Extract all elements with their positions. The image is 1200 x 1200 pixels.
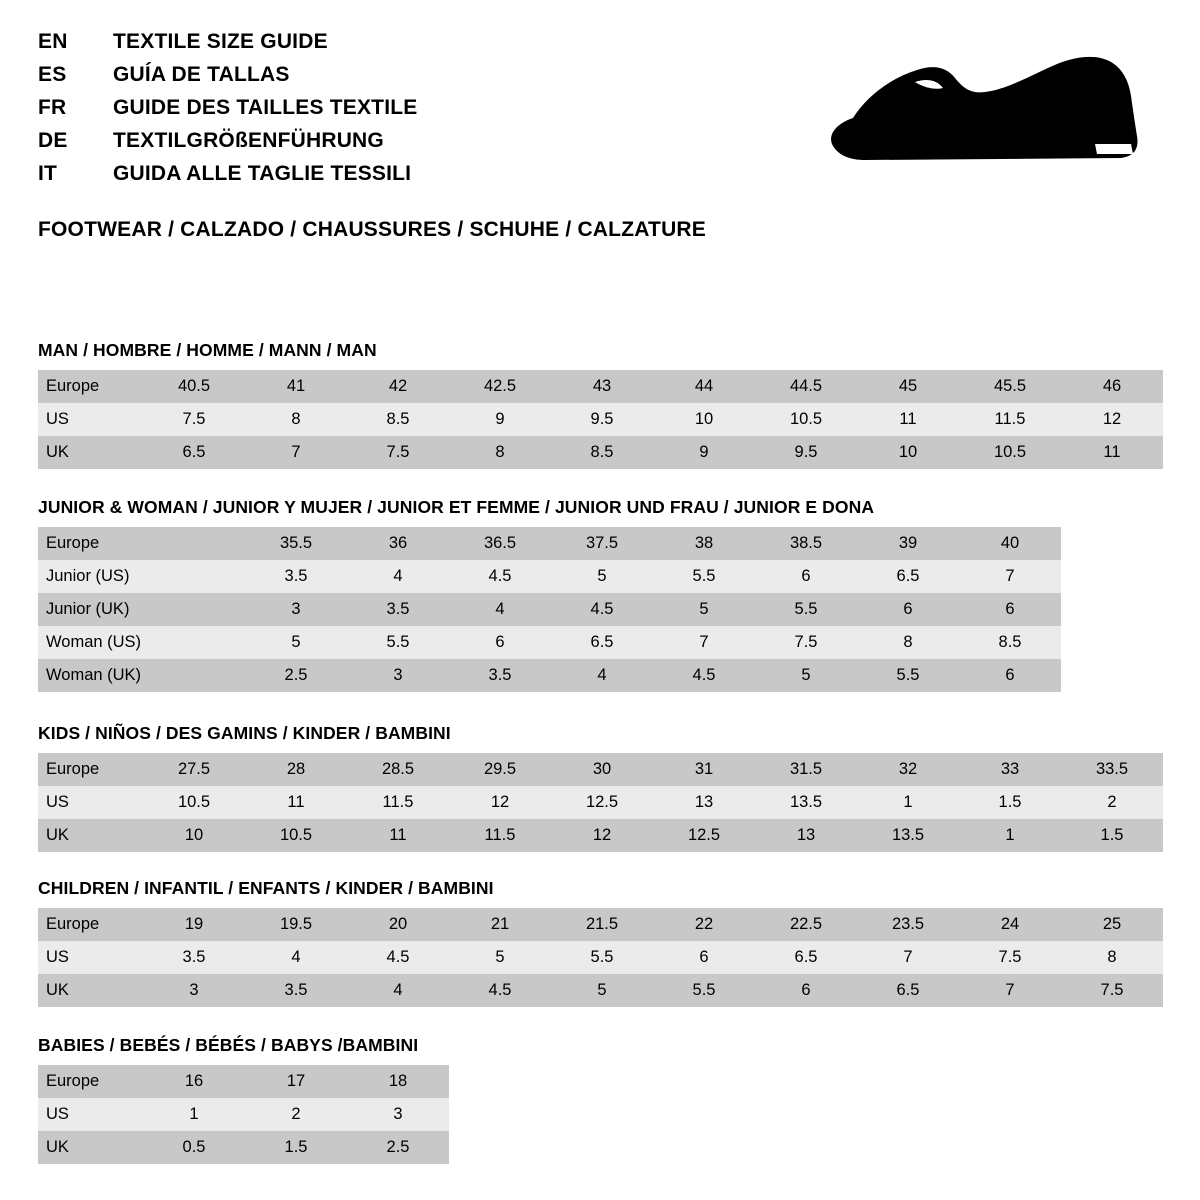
size-cell: 7 — [959, 974, 1061, 1007]
size-cell: 8 — [245, 403, 347, 436]
row-label: UK — [38, 1131, 143, 1164]
size-cell: 5.5 — [755, 593, 857, 626]
size-cell: 33.5 — [1061, 753, 1163, 786]
size-cell: 17 — [245, 1065, 347, 1098]
table-row — [38, 626, 1061, 659]
size-cell: 12 — [449, 786, 551, 819]
size-cell: 6 — [857, 593, 959, 626]
size-cell: 5.5 — [653, 560, 755, 593]
size-cell: 30 — [551, 753, 653, 786]
size-cell: 4.5 — [347, 941, 449, 974]
table-row — [38, 403, 1163, 436]
size-cell — [143, 659, 245, 692]
size-cell: 12.5 — [551, 786, 653, 819]
size-cell: 10 — [857, 436, 959, 469]
size-cell: 45 — [857, 370, 959, 403]
size-cell: 33 — [959, 753, 1061, 786]
size-cell: 41 — [245, 370, 347, 403]
size-cell: 7.5 — [347, 436, 449, 469]
size-cell: 3.5 — [245, 560, 347, 593]
size-cell: 3 — [347, 1098, 449, 1131]
size-cell: 4.5 — [449, 974, 551, 1007]
language-row — [38, 30, 798, 63]
section-title: BABIES / BEBÉS / BÉBÉS / BABYS /BAMBINI — [38, 1035, 419, 1055]
language-title: TEXTILGRÖßENFÜHRUNG — [113, 129, 384, 152]
size-cell: 20 — [347, 908, 449, 941]
table-row — [38, 974, 1163, 1007]
row-label: Europe — [38, 753, 143, 786]
language-title: GUÍA DE TALLAS — [113, 63, 290, 86]
size-cell: 23.5 — [857, 908, 959, 941]
size-cell: 45.5 — [959, 370, 1061, 403]
table-row — [38, 659, 1061, 692]
size-cell: 6.5 — [143, 436, 245, 469]
size-cell: 3.5 — [449, 659, 551, 692]
size-cell: 3 — [347, 659, 449, 692]
size-cell: 7.5 — [143, 403, 245, 436]
size-cell: 8 — [449, 436, 551, 469]
language-title: TEXTILE SIZE GUIDE — [113, 30, 328, 53]
size-cell: 36 — [347, 527, 449, 560]
size-cell: 22.5 — [755, 908, 857, 941]
size-cell — [143, 593, 245, 626]
language-code: EN — [38, 30, 68, 53]
size-cell: 10.5 — [245, 819, 347, 852]
size-cell: 5.5 — [857, 659, 959, 692]
size-cell: 4.5 — [653, 659, 755, 692]
size-cell: 11 — [245, 786, 347, 819]
size-cell: 44.5 — [755, 370, 857, 403]
size-cell: 3 — [143, 974, 245, 1007]
size-cell: 6 — [449, 626, 551, 659]
category-line: FOOTWEAR / CALZADO / CHAUSSURES / SCHUHE / CALZATURE — [38, 218, 707, 241]
size-cell: 6.5 — [755, 941, 857, 974]
language-code: FR — [38, 96, 67, 119]
size-cell: 11.5 — [449, 819, 551, 852]
size-cell: 29.5 — [449, 753, 551, 786]
dress-shoe-icon — [795, 48, 1145, 188]
size-table — [38, 753, 1163, 852]
table-row — [38, 1065, 449, 1098]
size-cell: 28 — [245, 753, 347, 786]
size-cell: 7 — [653, 626, 755, 659]
table-row — [38, 1098, 449, 1131]
size-cell: 27.5 — [143, 753, 245, 786]
size-cell: 11.5 — [347, 786, 449, 819]
size-cell: 42.5 — [449, 370, 551, 403]
size-cell: 6 — [959, 593, 1061, 626]
size-cell: 40 — [959, 527, 1061, 560]
size-cell: 3.5 — [245, 974, 347, 1007]
row-label: Europe — [38, 370, 143, 403]
size-table — [38, 370, 1163, 469]
size-cell — [143, 626, 245, 659]
size-cell: 5 — [551, 560, 653, 593]
size-cell: 13 — [755, 819, 857, 852]
row-label: Junior (US) — [38, 560, 143, 593]
section-babies — [38, 1035, 1163, 1164]
row-label: US — [38, 786, 143, 819]
size-cell: 38 — [653, 527, 755, 560]
language-title: GUIDA ALLE TAGLIE TESSILI — [113, 162, 412, 185]
section-title: JUNIOR & WOMAN / JUNIOR Y MUJER / JUNIOR ET FEMME / JUNIOR UND FRAU / JUNIOR E DONA — [38, 497, 875, 517]
size-cell: 9.5 — [755, 436, 857, 469]
size-cell: 43 — [551, 370, 653, 403]
size-cell: 32 — [857, 753, 959, 786]
table-row — [38, 560, 1061, 593]
section-title: CHILDREN / INFANTIL / ENFANTS / KINDER / BAMBINI — [38, 878, 494, 898]
section-title: KIDS / NIÑOS / DES GAMINS / KINDER / BAMBINI — [38, 723, 451, 743]
size-cell: 4 — [551, 659, 653, 692]
size-cell: 7.5 — [755, 626, 857, 659]
size-cell: 44 — [653, 370, 755, 403]
size-cell: 8 — [857, 626, 959, 659]
size-cell: 21 — [449, 908, 551, 941]
language-row — [38, 63, 798, 96]
size-cell: 37.5 — [551, 527, 653, 560]
row-label: UK — [38, 436, 143, 469]
size-cell: 2.5 — [347, 1131, 449, 1164]
size-cell: 4 — [347, 560, 449, 593]
language-list — [38, 30, 798, 195]
section-junior-woman — [38, 497, 1163, 692]
size-cell: 40.5 — [143, 370, 245, 403]
size-cell: 8.5 — [959, 626, 1061, 659]
size-cell: 21.5 — [551, 908, 653, 941]
size-cell: 2.5 — [245, 659, 347, 692]
size-cell: 36.5 — [449, 527, 551, 560]
size-cell: 3.5 — [143, 941, 245, 974]
size-cell: 7.5 — [1061, 974, 1163, 1007]
table-row — [38, 527, 1061, 560]
size-cell: 46 — [1061, 370, 1163, 403]
row-label: US — [38, 403, 143, 436]
size-cell: 10.5 — [959, 436, 1061, 469]
size-table — [38, 908, 1163, 1007]
language-code: ES — [38, 63, 67, 86]
size-cell: 12 — [1061, 403, 1163, 436]
size-cell: 8.5 — [551, 436, 653, 469]
size-cell: 4.5 — [551, 593, 653, 626]
size-cell: 13 — [653, 786, 755, 819]
size-cell: 12 — [551, 819, 653, 852]
size-cell: 5 — [755, 659, 857, 692]
section-children — [38, 878, 1163, 1007]
size-cell: 16 — [143, 1065, 245, 1098]
size-cell: 31.5 — [755, 753, 857, 786]
language-code: DE — [38, 129, 68, 152]
size-cell: 6.5 — [857, 974, 959, 1007]
header — [38, 30, 798, 242]
size-cell: 11.5 — [959, 403, 1061, 436]
table-row — [38, 436, 1163, 469]
row-label: Junior (UK) — [38, 593, 143, 626]
size-cell: 6 — [755, 560, 857, 593]
size-table — [38, 1065, 449, 1164]
size-cell: 24 — [959, 908, 1061, 941]
size-cell: 1.5 — [959, 786, 1061, 819]
size-cell: 11 — [1061, 436, 1163, 469]
row-label: Europe — [38, 1065, 143, 1098]
size-cell: 13.5 — [755, 786, 857, 819]
size-cell: 4.5 — [449, 560, 551, 593]
size-cell: 4 — [449, 593, 551, 626]
size-cell: 8.5 — [347, 403, 449, 436]
size-cell: 5.5 — [347, 626, 449, 659]
size-cell: 38.5 — [755, 527, 857, 560]
size-cell: 7.5 — [959, 941, 1061, 974]
size-cell: 2 — [245, 1098, 347, 1131]
size-cell: 5 — [449, 941, 551, 974]
language-row — [38, 96, 798, 129]
size-cell: 1.5 — [1061, 819, 1163, 852]
size-cell: 1.5 — [245, 1131, 347, 1164]
size-cell — [143, 527, 245, 560]
size-cell: 3.5 — [347, 593, 449, 626]
table-row — [38, 1131, 449, 1164]
size-cell: 0.5 — [143, 1131, 245, 1164]
row-label: US — [38, 1098, 143, 1131]
size-cell: 2 — [1061, 786, 1163, 819]
table-row — [38, 753, 1163, 786]
row-label: UK — [38, 974, 143, 1007]
language-row — [38, 129, 798, 162]
size-cell: 8 — [1061, 941, 1163, 974]
size-cell: 6 — [959, 659, 1061, 692]
section-man — [38, 340, 1163, 469]
size-cell: 6.5 — [857, 560, 959, 593]
size-cell: 12.5 — [653, 819, 755, 852]
language-code: IT — [38, 162, 58, 185]
size-cell: 13.5 — [857, 819, 959, 852]
size-cell: 7 — [857, 941, 959, 974]
table-row — [38, 941, 1163, 974]
size-cell: 5 — [653, 593, 755, 626]
size-cell: 10 — [143, 819, 245, 852]
table-row — [38, 819, 1163, 852]
size-table — [38, 527, 1061, 692]
size-cell: 5.5 — [653, 974, 755, 1007]
language-row — [38, 162, 798, 195]
size-cell: 6 — [755, 974, 857, 1007]
size-cell: 31 — [653, 753, 755, 786]
section-title: MAN / HOMBRE / HOMME / MANN / MAN — [38, 340, 377, 360]
size-cell: 1 — [959, 819, 1061, 852]
size-cell: 5 — [245, 626, 347, 659]
size-cell: 28.5 — [347, 753, 449, 786]
size-cell: 10.5 — [755, 403, 857, 436]
size-cell: 18 — [347, 1065, 449, 1098]
size-cell: 1 — [143, 1098, 245, 1131]
row-label: Woman (US) — [38, 626, 143, 659]
size-cell: 11 — [857, 403, 959, 436]
size-cell: 35.5 — [245, 527, 347, 560]
size-cell: 6.5 — [551, 626, 653, 659]
size-cell — [143, 560, 245, 593]
size-cell: 3 — [245, 593, 347, 626]
size-cell: 4 — [245, 941, 347, 974]
size-cell: 5.5 — [551, 941, 653, 974]
size-cell: 9 — [653, 436, 755, 469]
row-label: Woman (UK) — [38, 659, 143, 692]
size-cell: 1 — [857, 786, 959, 819]
table-row — [38, 786, 1163, 819]
size-cell: 5 — [551, 974, 653, 1007]
size-cell: 22 — [653, 908, 755, 941]
table-row — [38, 370, 1163, 403]
row-label: US — [38, 941, 143, 974]
size-cell: 7 — [959, 560, 1061, 593]
size-cell: 19 — [143, 908, 245, 941]
size-cell: 9 — [449, 403, 551, 436]
size-cell: 6 — [653, 941, 755, 974]
size-cell: 10.5 — [143, 786, 245, 819]
size-cell: 25 — [1061, 908, 1163, 941]
size-cell: 4 — [347, 974, 449, 1007]
size-cell: 10 — [653, 403, 755, 436]
size-cell: 7 — [245, 436, 347, 469]
table-row — [38, 593, 1061, 626]
size-cell: 11 — [347, 819, 449, 852]
size-cell: 42 — [347, 370, 449, 403]
size-cell: 19.5 — [245, 908, 347, 941]
row-label: Europe — [38, 908, 143, 941]
size-cell: 9.5 — [551, 403, 653, 436]
section-kids — [38, 723, 1163, 852]
row-label: UK — [38, 819, 143, 852]
size-cell: 39 — [857, 527, 959, 560]
language-title: GUIDE DES TAILLES TEXTILE — [113, 96, 418, 119]
row-label: Europe — [38, 527, 143, 560]
table-row — [38, 908, 1163, 941]
